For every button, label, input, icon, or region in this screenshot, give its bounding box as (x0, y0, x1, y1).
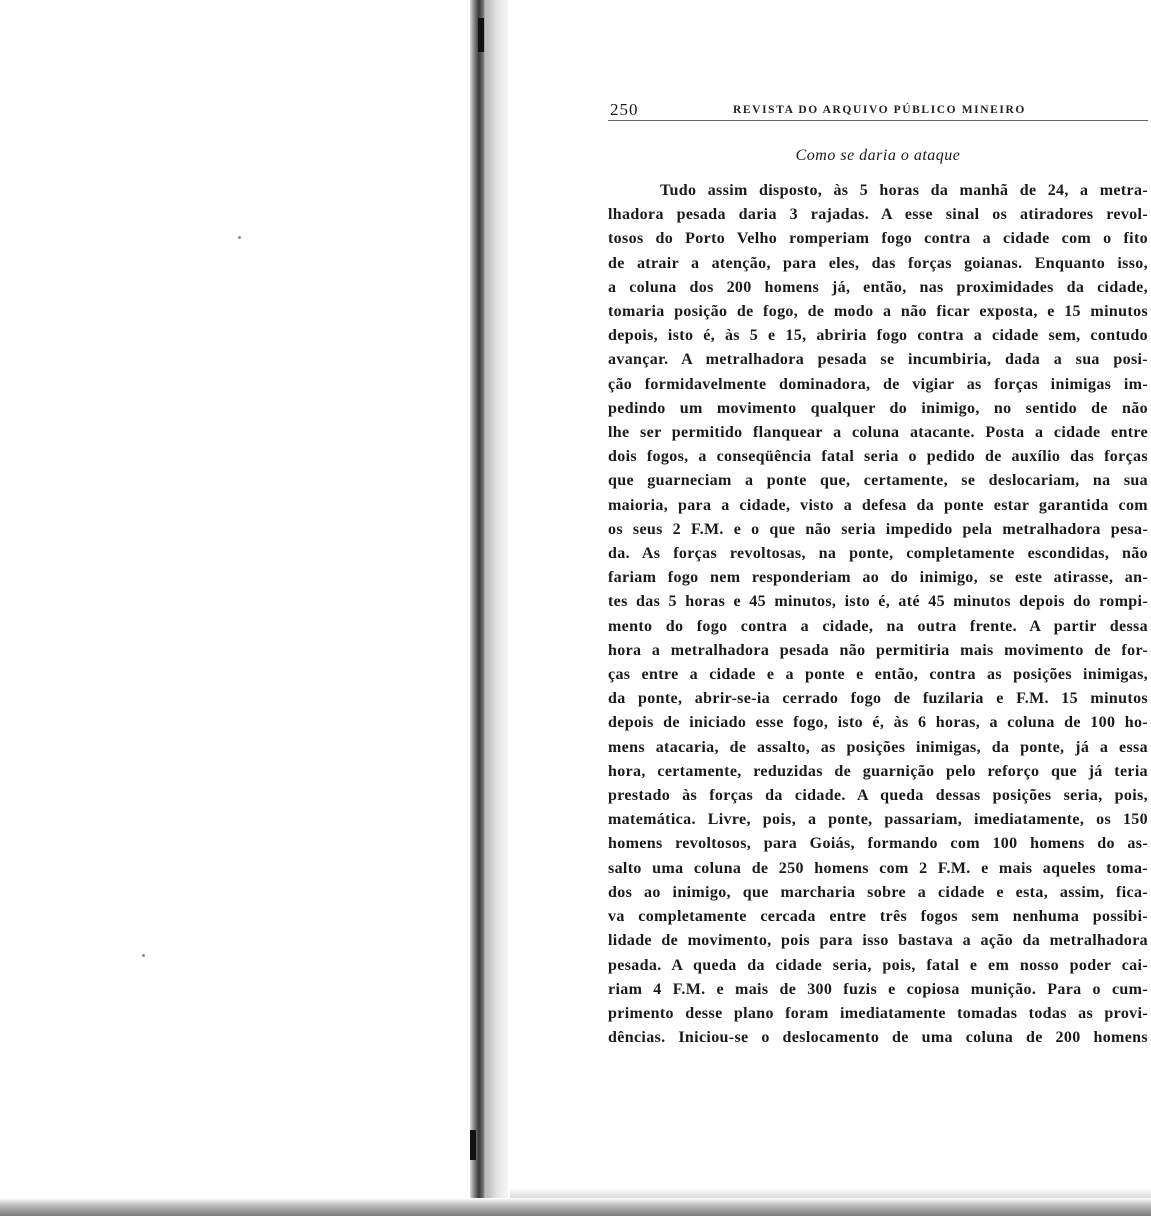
book-spine-shadow (470, 0, 486, 1216)
text-line: avançar. A metralhadora pesada se incumbiria, dada a sua posi- (608, 351, 1148, 369)
text-line: maioria, para a cidade, visto a defesa da ponte estar garantida com (608, 496, 1148, 514)
text-line: riam 4 F.M. e mais de 300 fuzis e copiosa munição. Para o cum- (608, 980, 1148, 998)
text-line: homens revoltosos, para Goiás, formando com 100 homens do as- (608, 835, 1148, 853)
text-line: depois, isto é, às 5 e 15, abriria fogo contra a cidade sem, contudo (608, 327, 1148, 345)
journal-title: REVISTA DO ARQUIVO PÚBLICO MINEIRO (733, 104, 1026, 116)
text-line: salto uma coluna de 250 homens com 2 F.M. e mais aqueles toma- (608, 859, 1148, 877)
text-line: tomaria posição de fogo, de modo a não ficar exposta, e 15 minutos (608, 303, 1148, 321)
text-line: tosos do Porto Velho romperiam fogo contra a cidade com o fito (608, 230, 1148, 248)
spine-mark (478, 18, 484, 52)
page-bottom-edge (510, 1188, 1151, 1198)
text-line: fariam fogo nem responderiam ao do inimigo, se este atirasse, an- (608, 569, 1148, 587)
dust-speck (142, 954, 145, 957)
text-line: primento desse plano foram imediatamente tomadas todas as provi- (608, 1004, 1148, 1022)
text-line: lidade de movimento, pois para isso bastava a ação da metralhadora (608, 932, 1148, 950)
running-head (608, 90, 1148, 121)
text-line: prestado às forças da cidade. A queda dessas posições seria, pois, (608, 787, 1148, 805)
body-text (608, 179, 1148, 1050)
text-line: pedindo um movimento qualquer do inimigo, no sentido de não (608, 399, 1148, 417)
text-line: matemática. Livre, pois, a ponte, passariam, imediatamente, os 150 (608, 811, 1148, 829)
text-line: dos ao inimigo, que marcharia sobre a cidade e esta, assim, fica- (608, 883, 1148, 901)
text-line: pesada. A queda da cidade seria, pois, fatal e em nosso poder cai- (608, 956, 1148, 974)
text-line: lhe ser permitido flanquear a coluna atacante. Posta a cidade entre (608, 424, 1148, 442)
text-line: da. As forças revoltosas, na ponte, completamente escondidas, não (608, 545, 1148, 563)
dust-speck (238, 236, 241, 239)
scan-bottom-edge (0, 1198, 1151, 1216)
text-line: ção formidavelmente dominadora, de vigiar as forças inimigas im- (608, 375, 1148, 393)
text-line: lhadora pesada daria 3 rajadas. A esse sinal os atiradores revol- (608, 206, 1148, 224)
text-line: hora a metralhadora pesada não permitiria mais movimento de for- (608, 641, 1148, 659)
text-line: Tudo assim disposto, às 5 horas da manhã de 24, a metra- (660, 182, 1148, 199)
text-line: ças entre a cidade e a ponte e então, contra as posições inimigas, (608, 666, 1148, 684)
text-line: de atrair a atenção, para eles, das forças goianas. Enquanto isso, (608, 254, 1148, 272)
text-line: mento do fogo contra a cidade, na outra frente. A partir dessa (608, 617, 1148, 635)
text-line: mens atacaria, de assalto, as posições inimigas, da ponte, já a essa (608, 738, 1148, 756)
section-title: Como se daria o ataque (795, 147, 961, 164)
text-line: dências. Iniciou-se o deslocamento de uma coluna de 200 homens (608, 1029, 1148, 1047)
text-line: va completamente cercada entre três fogos sem nenhuma possibi- (608, 908, 1148, 926)
spine-mark (470, 1130, 476, 1160)
facing-page-blank (0, 0, 470, 1216)
text-line: os seus 2 F.M. e o que não seria impedido pela metralhadora pesa- (608, 520, 1148, 538)
text-line: tes das 5 horas e 45 minutos, isto é, até 45 minutos depois do rompi- (608, 593, 1148, 611)
book-page (608, 90, 1148, 1050)
text-line: da ponte, abrir-se-ia cerrado fogo de fuzilaria e F.M. 15 minutos (608, 690, 1148, 708)
book-gutter (486, 0, 508, 1216)
page-number: 250 (610, 100, 639, 119)
text-line: dois fogos, a conseqüência fatal seria o pedido de auxílio das forças (608, 448, 1148, 466)
text-line: a coluna dos 200 homens já, então, nas proximidades da cidade, (608, 278, 1148, 296)
text-line: hora, certamente, reduzidas de guarnição pelo reforço que já teria (608, 762, 1148, 780)
text-line: que guarneciam a ponte que, certamente, se deslocariam, na sua (608, 472, 1148, 490)
text-line: depois de iniciado esse fogo, isto é, às 6 horas, a coluna de 100 ho- (608, 714, 1148, 732)
